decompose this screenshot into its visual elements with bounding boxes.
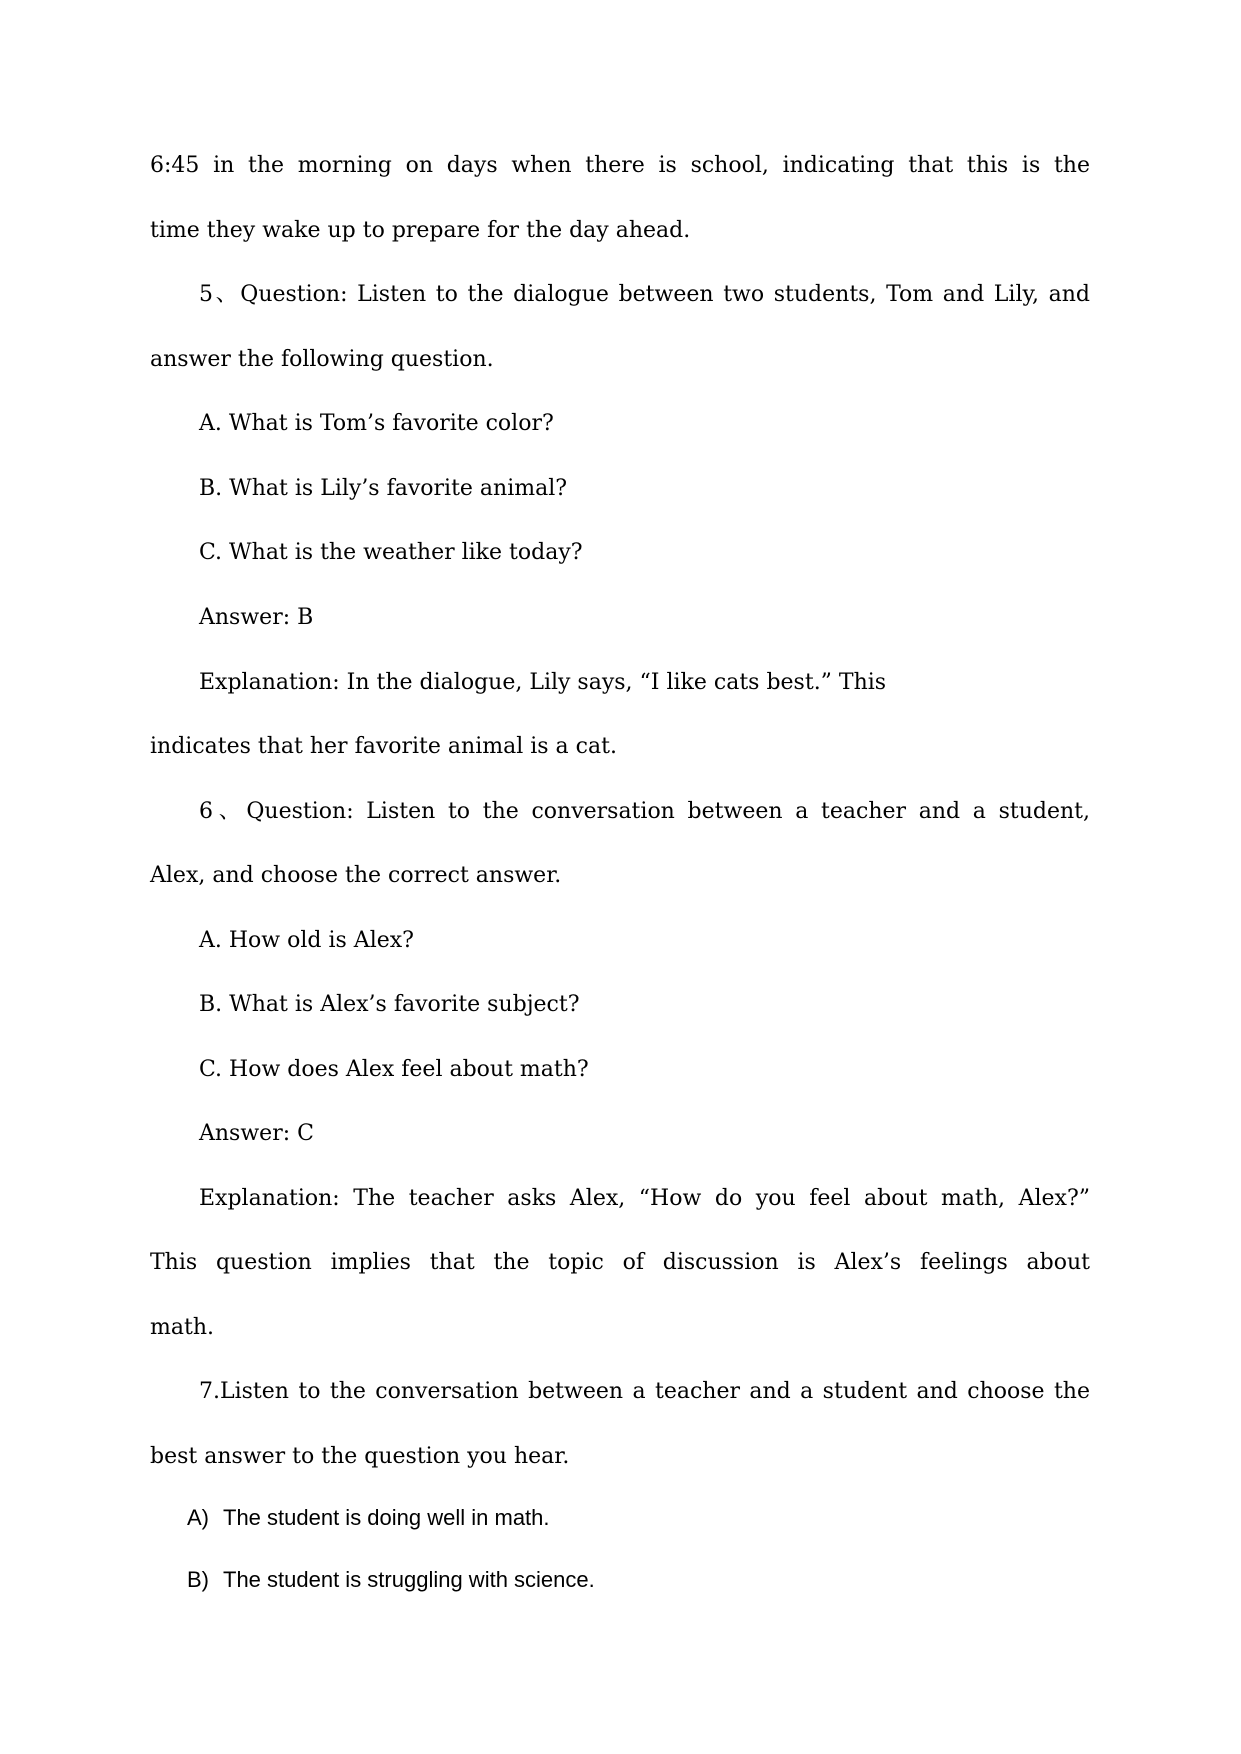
question-6-heading: 6、Question: Listen to the conversation between a teacher and a student, — [199, 799, 1090, 824]
question-5-option-b: B. What is Lily’s favorite animal? — [199, 476, 568, 501]
question-6-option-b: B. What is Alex’s favorite subject? — [199, 992, 580, 1017]
question-6-explanation: Explanation: The teacher asks Alex, “How do you feel about math, Alex?” — [199, 1186, 1090, 1211]
paragraph-line: best answer to the question you hear. — [150, 1444, 570, 1469]
question-5-option-c: C. What is the weather like today? — [199, 540, 583, 565]
question-6-option-a: A. How old is Alex? — [199, 928, 414, 953]
question-6-answer: Answer: C — [199, 1121, 314, 1146]
question-6-option-c: C. How does Alex feel about math? — [199, 1057, 589, 1082]
question-7-option-b-letter: B) — [187, 1567, 209, 1592]
question-5-heading: 5、Question: Listen to the dialogue between two students, Tom and Lily, and — [199, 282, 1090, 307]
paragraph-line: math. — [150, 1315, 214, 1340]
paragraph-line: time they wake up to prepare for the day ahead. — [150, 218, 691, 243]
question-5-answer: Answer: B — [199, 605, 314, 630]
question-7-option-b-text: The student is struggling with science. — [223, 1567, 595, 1592]
paragraph-line: This question implies that the topic of discussion is Alex’s feelings about — [150, 1250, 1090, 1275]
question-7-option-a-text: The student is doing well in math. — [223, 1505, 550, 1530]
paragraph-line: 6:45 in the morning on days when there is school, indicating that this is the — [150, 153, 1090, 178]
question-5-option-a: A. What is Tom’s favorite color? — [199, 411, 554, 436]
question-5-explanation: Explanation: In the dialogue, Lily says, “I like cats best.” This — [199, 670, 887, 695]
question-7-option-a-letter: A) — [187, 1505, 209, 1530]
paragraph-line: answer the following question. — [150, 347, 494, 372]
question-7-heading: 7.Listen to the conversation between a teacher and a student and choose the — [199, 1379, 1090, 1404]
paragraph-line: Alex, and choose the correct answer. — [150, 863, 562, 888]
paragraph-line: indicates that her favorite animal is a cat. — [150, 734, 617, 759]
